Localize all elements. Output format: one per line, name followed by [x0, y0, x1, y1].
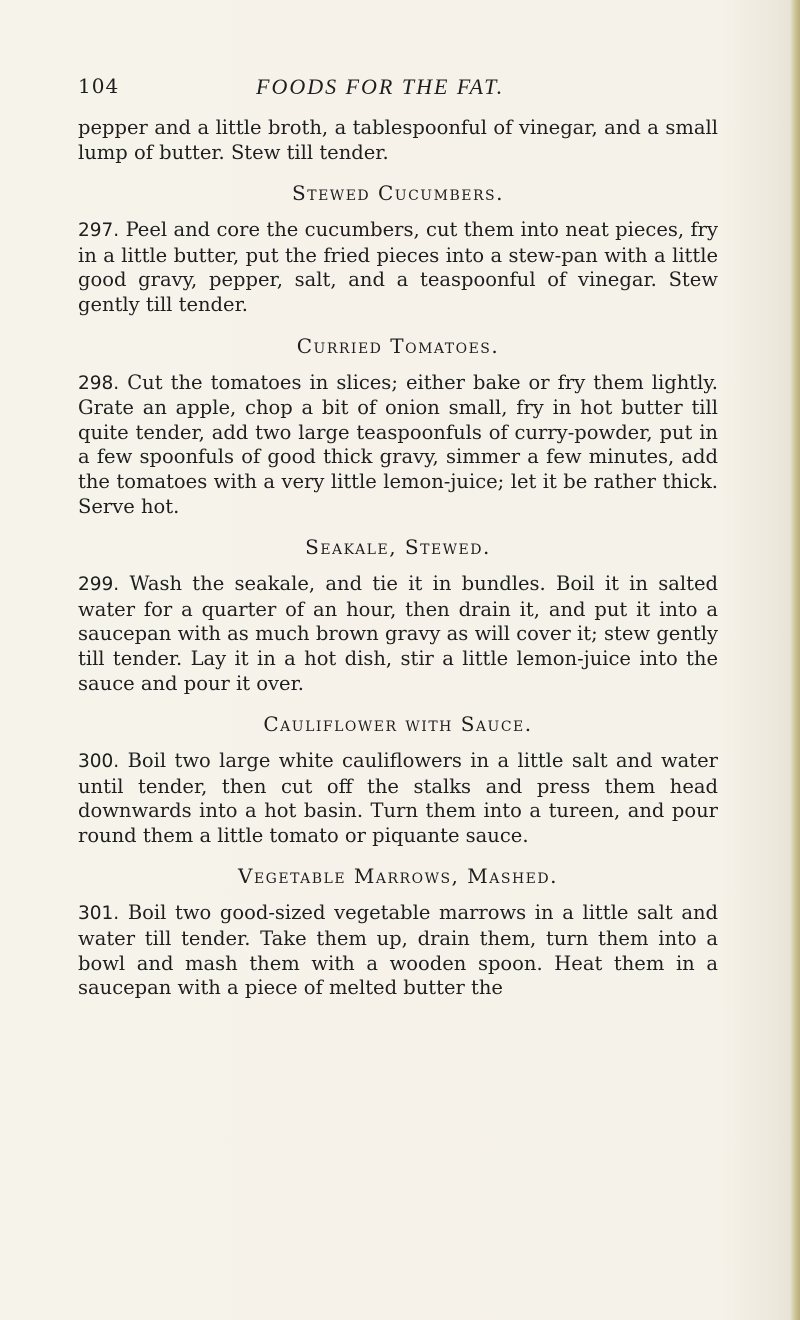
recipe-text: Peel and core the cucumbers, cut them into neat pieces, fry in a little butter, put the fried pieces into a stew-pan with a little good gravy, pepper, salt, and a teaspoonful of vinegar. Stew gently till tender. — [78, 218, 718, 316]
recipe-number: 298. — [78, 372, 120, 394]
recipe-paragraph — [78, 218, 718, 317]
recipe-number: 301. — [78, 903, 120, 925]
recipe-text: Boil two large white cauliflowers in a little salt and water until tender, then cut off the stalks and press them head downwards into a hot basin. Turn them into a tureen, and pour round them a little tomato or piquante sauce. — [78, 749, 718, 847]
recipe-text: Boil two good-sized vegetable marrows in a little salt and water till tender. Take them up, drain them, turn them into a bowl and mash them with a wooden spoon. Heat them in a saucepan with a piece of melted butter the — [78, 901, 718, 1000]
recipe-300 — [78, 712, 718, 848]
continued-paragraph: pepper and a little broth, a tablespoonful of vinegar, and a small lump of butter. Stew till tender. — [78, 116, 718, 164]
recipe-301 — [78, 864, 718, 1000]
recipe-text: Cut the tomatoes in slices; either bake or fry them lightly. Grate an apple, chop a bit of onion small, fry in hot butter till quite tender, add two large teaspoonfuls of curry-powder, put in a few spoonfuls of good thick gravy, simmer a few minutes, add the tomatoes with a very little lemon-juice; let it be rather thick. Serve hot. — [78, 370, 718, 518]
recipe-298 — [78, 334, 718, 520]
recipe-297 — [78, 181, 718, 317]
recipe-number: 300. — [78, 751, 120, 773]
recipe-299 — [78, 535, 718, 696]
page-number: 104 — [78, 74, 120, 98]
recipe-paragraph — [78, 572, 718, 696]
recipe-number: 299. — [78, 574, 120, 596]
recipe-title: Curried Tomatoes. — [296, 333, 500, 358]
recipe-title: Stewed Cucumbers. — [292, 181, 504, 206]
recipe-text: Wash the seakale, and tie it in bundles. Boil it in salted water for a quarter of an hour, then drain it, and put it into a saucepan with as much brown gravy as will cover it; stew gently till tender. Lay it in a hot dish, stir a little lemon-juice into the sauce and pour it over. — [78, 572, 718, 695]
page-header — [78, 74, 718, 104]
recipe-title: Seakale, Stewed. — [305, 535, 491, 560]
recipe-title: Vegetable Marrows, Mashed. — [238, 864, 558, 889]
recipe-title: Cauliflower with Sauce. — [263, 712, 533, 737]
running-title: FOODS FOR THE FAT. — [256, 74, 505, 99]
recipe-paragraph — [78, 371, 718, 520]
page-edge — [790, 0, 800, 1320]
recipe-number: 297. — [78, 220, 120, 242]
recipe-paragraph — [78, 901, 718, 1000]
recipe-paragraph — [78, 749, 718, 848]
page-body — [78, 116, 718, 1001]
